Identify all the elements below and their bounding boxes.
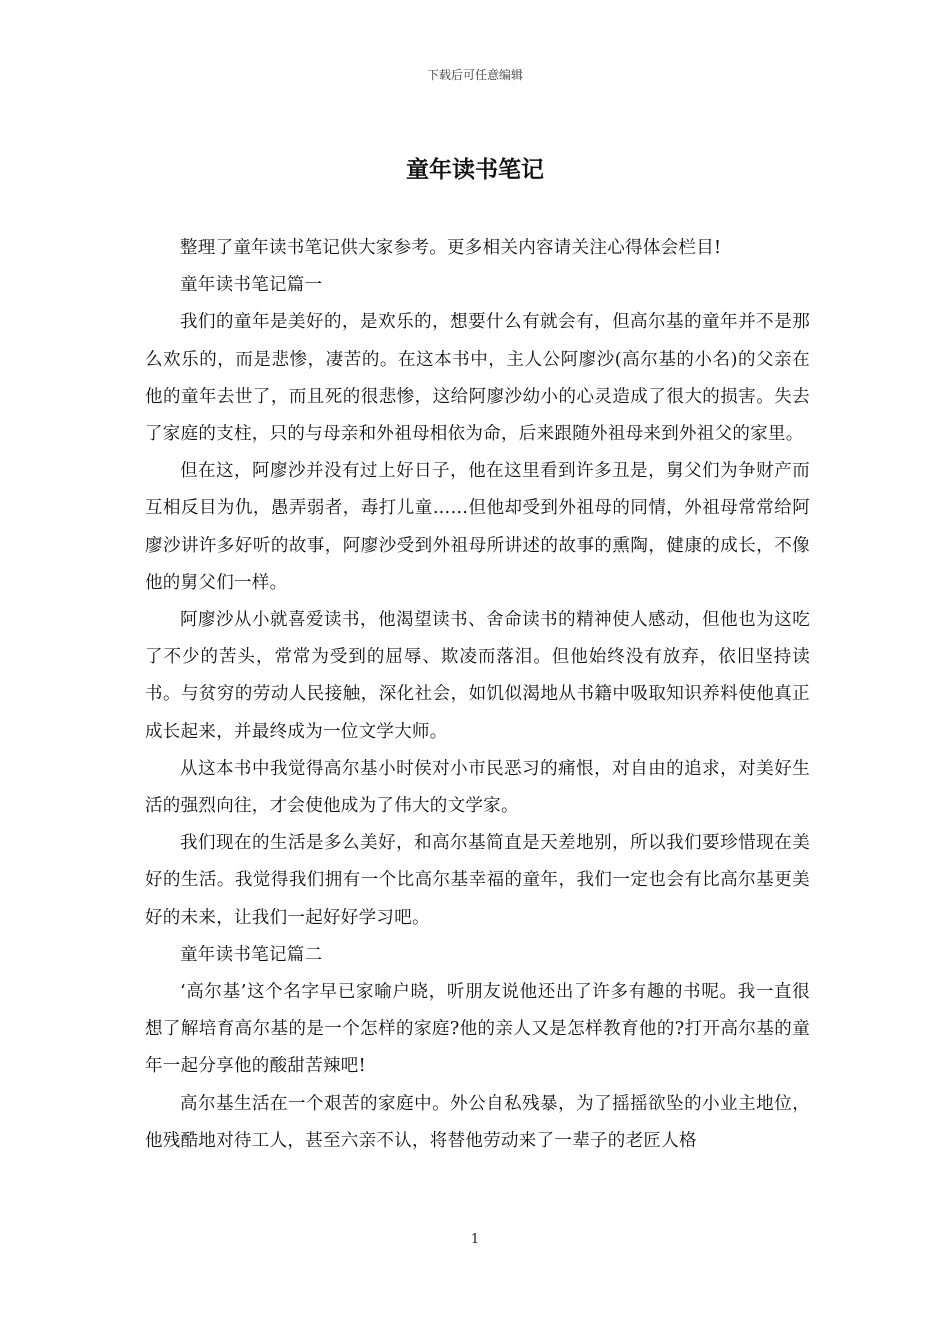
paragraph-intro: 整理了童年读书笔记供大家参考。更多相关内容请关注心得体会栏目! [180,238,722,258]
document-title: 童年读书笔记 [406,156,544,183]
paragraph: 从这本书中我觉得高尔基小时侯对小市民恶习的痛恨，对自由的追求，对美好生活的强烈向往，才会使他成为了伟大的文学家。 [145,758,810,817]
header-note: 下载后可任意编辑 [426,68,523,82]
paragraph: 但在这，阿廖沙并没有过上好日子，他在这里看到许多丑是，舅父们为争财产而互相反目为仇，愚弄弱者，毒打儿童……但他却受到外祖母的同情，外祖母常常给阿廖沙讲许多好听的故事，阿廖沙受到外祖母所讲述的故事的熏陶，健康的成长，不像他的舅父们一样。 [145,461,810,593]
section-heading-2: 童年读书笔记篇二 [180,944,323,965]
paragraph: 高尔基生活在一个艰苦的家庭中。外公自私残暴，为了摇摇欲坠的小业主地位，他残酷地对待工人，甚至六亲不认，将替他劳动来了一辈子的老匠人格 [145,1093,810,1151]
section-heading-1: 童年读书笔记篇一 [180,275,323,296]
page-number: 1 [470,1232,480,1247]
document-body [145,230,810,1160]
paragraph: 我们的童年是美好的，是欢乐的，想要什么有就会有，但高尔基的童年并不是那么欢乐的，而是悲惨，凄苦的。在这本书中，主人公阿廖沙(高尔基的小名)的父亲在他的童年去世了，而且死的很悲惨，这给阿廖沙幼小的心灵造成了很大的损害。失去了家庭的支柱，只的与母亲和外祖母相依为命，后来跟随外祖母来到外祖父的家里。 [145,312,810,445]
paragraph: ‘高尔基’这个名字早已家喻户晓，听朋友说他还出了许多有趣的书呢。我一直很想了解培育高尔基的是一个怎样的家庭?他的亲人又是怎样教育他的?打开高尔基的童年一起分享他的酸甜苦辣吧! [145,982,810,1077]
paragraph: 我们现在的生活是多么美好，和高尔基简直是天差地别，所以我们要珍惜现在美好的生活。我觉得我们拥有一个比高尔基幸福的童年，我们一定也会有比高尔基更美好的未来，让我们一起好好学习吧。 [145,833,810,928]
paragraph: 阿廖沙从小就喜爱读书，他渴望读书、舍命读书的精神使人感动，但他也为这吃了不少的苦头，常常为受到的屈辱、欺凌而落泪。但他始终没有放弃，依旧坚持读书。与贫穷的劳动人民接触，深化社会，如饥似渴地从书籍中吸取知识养料使他真正成长起来，并最终成为一位文学大师。 [145,610,810,742]
